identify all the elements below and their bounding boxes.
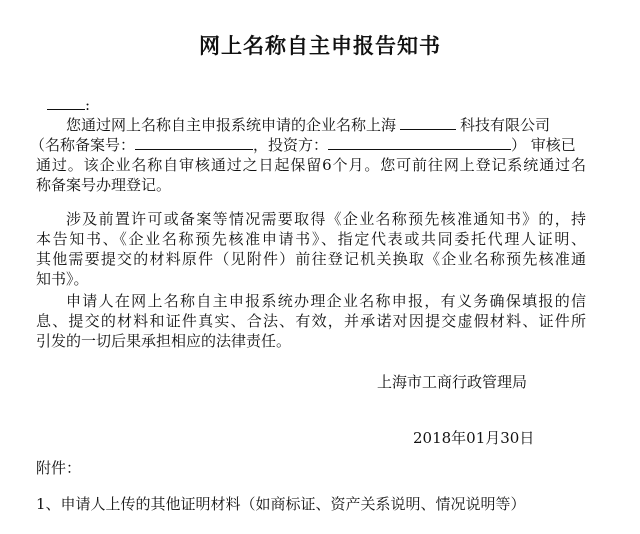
text: 您通过网上名称自主申报系统申请的企业名称上海	[66, 116, 397, 134]
company-name-blank	[400, 115, 456, 130]
recipient-blank	[47, 95, 85, 110]
filing-number-blank	[135, 135, 253, 150]
salutation	[47, 95, 597, 115]
para3-line1: 申请人在网上名称自主申报系统办理企业名称申报，有义务确保填报的信	[66, 292, 586, 310]
attachment-label: 附件：	[36, 459, 82, 477]
salutation-colon: :	[85, 96, 91, 114]
investor-blank	[328, 135, 511, 150]
text: ，投资方：	[253, 136, 329, 154]
text: ） 审核已	[511, 136, 576, 154]
para2-line4: 知书》。	[36, 270, 89, 288]
para2-line3: 其他需要提交的材料原件（见附件）前往登记机关换取《企业名称预先核准通	[36, 250, 586, 268]
para1-line3: 通过。该企业名称自审核通过之日起保留6个月。您可前往网上登记系统通过名	[36, 156, 586, 174]
para2-line1: 涉及前置许可或备案等情况需要取得《企业名称预先核准通知书》的，持	[66, 210, 586, 228]
para1-line4: 称备案号办理登记。	[36, 176, 172, 194]
text: （名称备案号：	[30, 136, 136, 154]
para2-line2: 本告知书、《企业名称预先核准申请书》、指定代表或共同委托代理人证明、	[36, 230, 586, 248]
para3-line3: 引发的一切后果承担相应的法律责任。	[36, 332, 292, 350]
para3-line2: 息、提交的材料和证件真实、合法、有效，并承诺对因提交虚假材料、证件所	[36, 312, 586, 330]
document-title: 网上名称自主申报告知书	[199, 33, 441, 58]
para1-line1	[66, 115, 586, 135]
attachment-item: 1、申请人上传的其他证明材料（如商标证、资产关系说明、情况说明等）	[36, 495, 526, 513]
text: 科技有限公司	[460, 116, 551, 134]
issue-date: 2018年01月30日	[413, 429, 535, 447]
issuer: 上海市工商行政管理局	[377, 373, 528, 391]
para1-line2	[30, 135, 580, 155]
